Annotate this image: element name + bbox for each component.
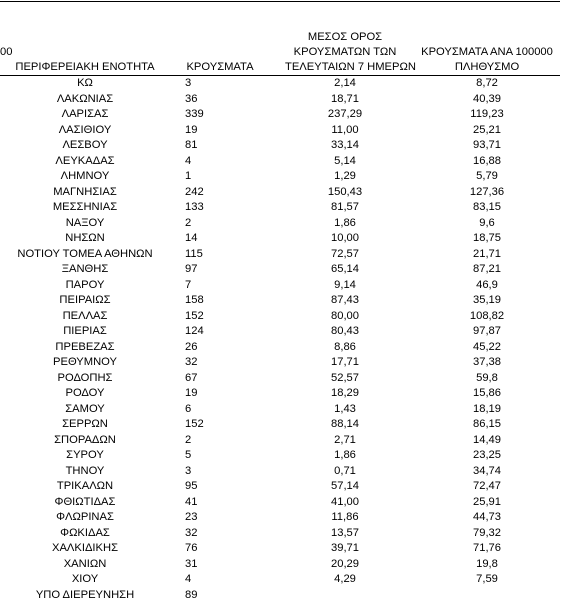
- cell-cases: 4: [185, 154, 192, 167]
- cell-7day-average: 57,14: [331, 480, 359, 492]
- cell-7day-average: 11,86: [331, 511, 359, 523]
- cell-region: ΝΑΞΟΥ: [65, 216, 105, 229]
- cell-cases: 152: [185, 418, 204, 430]
- cell-cases-per-100k: 23,25: [473, 449, 501, 461]
- cell-7day-average: 9,14: [334, 278, 356, 291]
- table-row: [0, 464, 560, 480]
- cell-7day-average: 52,57: [331, 371, 359, 384]
- table-row: [0, 107, 560, 123]
- cell-cases-per-100k: 59,8: [476, 371, 498, 384]
- cell-cases-per-100k: 8,72: [476, 77, 498, 89]
- cell-7day-average: 2,71: [334, 433, 356, 446]
- cell-7day-average: 1,86: [334, 449, 356, 461]
- cell-7day-average: 88,14: [331, 418, 359, 430]
- truncated-header-text: 00: [0, 46, 13, 58]
- cell-cases: 14: [185, 232, 198, 244]
- cell-7day-average: 80,00: [331, 309, 359, 322]
- cell-cases-per-100k: 7,59: [476, 573, 498, 585]
- cell-region: ΛΕΣΒΟΥ: [62, 139, 108, 151]
- cell-cases: 6: [185, 402, 192, 415]
- cell-7day-average: 8,86: [334, 340, 356, 353]
- cell-cases: 124: [185, 325, 204, 337]
- cell-cases: 23: [185, 511, 198, 523]
- cell-region: ΛΗΜΝΟΥ: [60, 170, 110, 182]
- cell-cases: 242: [185, 185, 204, 198]
- table-row: [0, 123, 560, 139]
- cell-7day-average: 65,14: [331, 263, 359, 275]
- cell-region: ΡΕΘΥΜΝΟΥ: [53, 356, 117, 368]
- cell-7day-average: 87,43: [331, 294, 359, 306]
- cell-7day-average: 0,71: [334, 464, 356, 477]
- table-row: [0, 417, 560, 433]
- cell-region: ΧΙΟΥ: [71, 573, 99, 585]
- table-row: [0, 262, 560, 278]
- cell-region: ΚΩ: [77, 77, 93, 89]
- header-7day-average: [285, 30, 416, 75]
- cell-region: ΥΠΟ ΔΙΕΡΕΥΝΗΣΗ: [35, 588, 135, 601]
- cell-7day-average: 18,29: [331, 387, 359, 399]
- cell-cases: 26: [185, 340, 198, 353]
- cell-cases-per-100k: 9,6: [479, 216, 495, 229]
- cell-7day-average: 20,29: [331, 557, 359, 570]
- cell-cases: 32: [185, 356, 198, 368]
- table-row: [0, 355, 560, 371]
- cell-cases-per-100k: 72,47: [473, 480, 501, 492]
- table-row: [0, 541, 560, 557]
- cell-cases-per-100k: 18,19: [473, 402, 501, 415]
- cell-cases-per-100k: 16,88: [473, 154, 501, 167]
- cell-region: ΧΑΛΚΙΔΙΚΗΣ: [51, 542, 118, 554]
- top-rule: [0, 1, 560, 2]
- cell-cases-per-100k: 25,91: [473, 495, 501, 508]
- cell-region: ΦΛΩΡΙΝΑΣ: [56, 511, 114, 523]
- cell-region: ΠΕΙΡΑΙΩΣ: [59, 294, 111, 306]
- cell-region: ΡΟΔΟΠΗΣ: [57, 371, 113, 384]
- cell-cases: 41: [185, 495, 198, 508]
- table-row: [0, 340, 560, 356]
- cell-cases-per-100k: 35,19: [473, 294, 501, 306]
- cell-cases-per-100k: 14,49: [473, 433, 501, 446]
- table-row: [0, 293, 560, 309]
- cell-cases: 95: [185, 480, 198, 492]
- cell-region: ΡΟΔΟΥ: [65, 387, 105, 399]
- header-cases-per-100k: [412, 45, 562, 75]
- cell-region: ΠΑΡΟΥ: [65, 278, 105, 291]
- cell-7day-average: 150,43: [327, 185, 363, 198]
- cell-cases-per-100k: 71,76: [473, 542, 501, 554]
- cell-cases: 76: [185, 542, 198, 554]
- header-avg-line-1: ΜΕΣΟΣ ΟΡΟΣ: [307, 31, 383, 43]
- table-row: [0, 76, 560, 92]
- cell-region: ΜΑΓΝΗΣΙΑΣ: [53, 185, 117, 198]
- table-row: [0, 278, 560, 294]
- header-per-line-1: ΚΡΟΥΣΜΑΤΑ ΑΝΑ 100000: [421, 46, 553, 58]
- cell-cases: 158: [185, 294, 204, 306]
- cell-cases-per-100k: 97,87: [473, 325, 501, 337]
- cell-region: ΠΙΕΡΙΑΣ: [63, 325, 107, 337]
- cell-region: ΣΑΜΟΥ: [65, 402, 105, 415]
- table-row: [0, 557, 560, 573]
- cell-7day-average: 80,43: [331, 325, 359, 337]
- cell-cases-per-100k: 40,39: [473, 92, 501, 105]
- cell-region: ΤΗΝΟΥ: [65, 464, 105, 477]
- cell-7day-average: 237,29: [327, 108, 363, 120]
- cell-cases-per-100k: 21,71: [473, 247, 501, 260]
- table-row: [0, 200, 560, 216]
- cell-7day-average: 13,57: [331, 526, 359, 539]
- cell-region: ΠΕΛΛΑΣ: [62, 309, 108, 322]
- table-row: [0, 324, 560, 340]
- cell-region: ΝΗΣΩΝ: [65, 232, 105, 244]
- cell-region: ΣΠΟΡΑΔΩΝ: [54, 433, 116, 446]
- table-row: [0, 231, 560, 247]
- cell-cases: 81: [185, 139, 198, 151]
- table-row: [0, 479, 560, 495]
- cell-cases: 2: [185, 433, 192, 446]
- cell-cases-per-100k: 46,9: [476, 278, 498, 291]
- cell-cases: 36: [185, 92, 198, 105]
- header-avg-line-3: ΤΕΛΕΥΤΑΙΩΝ 7 ΗΜΕΡΩΝ: [285, 61, 416, 73]
- table-row: [0, 433, 560, 449]
- table-row: [0, 216, 560, 232]
- cell-cases: 3: [185, 77, 192, 89]
- cell-7day-average: 33,14: [331, 139, 359, 151]
- cell-cases-per-100k: 93,71: [473, 139, 501, 151]
- cell-7day-average: 11,00: [331, 123, 359, 136]
- table-row: [0, 169, 560, 185]
- cell-cases-per-100k: 127,36: [469, 185, 505, 198]
- table-body: [0, 76, 560, 603]
- cell-region: ΦΩΚΙΔΑΣ: [60, 526, 110, 539]
- cell-cases: 31: [185, 557, 198, 570]
- cell-region: ΦΘΙΩΤΙΔΑΣ: [54, 495, 116, 508]
- cell-7day-average: 1,43: [334, 402, 356, 415]
- cell-cases-per-100k: 79,32: [473, 526, 501, 539]
- cell-7day-average: 1,29: [334, 170, 356, 182]
- cell-region: ΛΑΚΩΝΙΑΣ: [56, 92, 114, 105]
- cell-cases: 1: [185, 170, 192, 182]
- cell-7day-average: 39,71: [331, 542, 359, 554]
- cell-7day-average: 1,86: [334, 216, 356, 229]
- cell-cases: 3: [185, 464, 192, 477]
- cell-cases: 97: [185, 263, 198, 275]
- cell-cases: 67: [185, 371, 198, 384]
- table-row: [0, 510, 560, 526]
- cell-region: ΞΑΝΘΗΣ: [61, 263, 109, 275]
- cell-7day-average: 72,57: [331, 247, 359, 260]
- cell-7day-average: 10,00: [331, 232, 359, 244]
- cell-region: ΝΟΤΙΟΥ ΤΟΜΕΑ ΑΘΗΝΩΝ: [17, 247, 153, 260]
- header-cases: ΚΡΟΥΣΜΑΤΑ: [186, 61, 254, 73]
- cell-cases-per-100k: 15,86: [473, 387, 501, 399]
- table-row: [0, 185, 560, 201]
- cell-cases-per-100k: 18,75: [473, 232, 501, 244]
- cell-cases: 5: [185, 449, 192, 461]
- cell-cases: 7: [185, 278, 192, 291]
- cell-cases: 152: [185, 309, 204, 322]
- cell-cases-per-100k: 108,82: [469, 309, 505, 322]
- cell-region: ΣΕΡΡΩΝ: [62, 418, 108, 430]
- cell-cases: 4: [185, 573, 192, 585]
- table-row: [0, 526, 560, 542]
- table-row: [0, 588, 560, 604]
- table-row: [0, 402, 560, 418]
- cell-cases: 339: [185, 108, 204, 120]
- cell-region: ΣΥΡΟΥ: [66, 449, 104, 461]
- cell-cases-per-100k: 25,21: [473, 123, 501, 136]
- header-avg-line-2: ΚΡΟΥΣΜΑΤΩΝ ΤΩΝ: [293, 46, 397, 58]
- table-row: [0, 386, 560, 402]
- table-row: [0, 371, 560, 387]
- cell-7day-average: 5,14: [334, 154, 356, 167]
- cell-cases: 2: [185, 216, 192, 229]
- cell-region: ΜΕΣΣΗΝΙΑΣ: [52, 201, 118, 213]
- cell-cases-per-100k: 37,38: [473, 356, 501, 368]
- table-row: [0, 247, 560, 263]
- header-per-line-2: ΠΛΗΘΥΣΜΟ: [454, 61, 520, 73]
- cell-7day-average: 17,71: [331, 356, 359, 368]
- cell-cases-per-100k: 5,79: [476, 170, 498, 182]
- cell-cases-per-100k: 86,15: [473, 418, 501, 430]
- cell-cases: 19: [185, 123, 198, 136]
- cell-cases: 89: [185, 588, 198, 601]
- cell-cases-per-100k: 83,15: [473, 201, 501, 213]
- cell-cases-per-100k: 87,21: [473, 263, 501, 275]
- cell-region: ΤΡΙΚΑΛΩΝ: [56, 480, 114, 492]
- table-row: [0, 154, 560, 170]
- cell-7day-average: 41,00: [331, 495, 359, 508]
- cell-cases: 133: [185, 201, 204, 213]
- cell-7day-average: 2,14: [334, 77, 356, 89]
- cell-7day-average: 81,57: [331, 201, 359, 213]
- table-row: [0, 448, 560, 464]
- cell-region: ΠΡΕΒΕΖΑΣ: [55, 340, 115, 353]
- cell-region: ΧΑΝΙΩΝ: [63, 557, 107, 570]
- table-row: [0, 92, 560, 108]
- cell-cases-per-100k: 19,8: [476, 557, 498, 570]
- cell-region: ΛΑΡΙΣΑΣ: [61, 108, 109, 120]
- table-row: [0, 495, 560, 511]
- table-row: [0, 138, 560, 154]
- table-row: [0, 309, 560, 325]
- cell-cases-per-100k: 45,22: [473, 340, 501, 353]
- cell-region: ΛΑΣΙΘΙΟΥ: [58, 123, 112, 136]
- cell-region: ΛΕΥΚΑΔΑΣ: [55, 154, 115, 167]
- table-row: [0, 572, 560, 588]
- cell-cases-per-100k: 44,73: [473, 511, 501, 523]
- cell-cases-per-100k: 34,74: [473, 464, 501, 477]
- cell-7day-average: 18,71: [331, 92, 359, 105]
- cell-cases: 19: [185, 387, 198, 399]
- cell-cases: 115: [185, 247, 203, 260]
- cell-7day-average: 4,29: [334, 573, 356, 585]
- header-region: ΠΕΡΙΦΕΡΕΙΑΚΗ ΕΝΟΤΗΤΑ: [15, 61, 155, 73]
- cell-cases-per-100k: 119,23: [470, 108, 504, 120]
- cell-cases: 32: [185, 526, 198, 539]
